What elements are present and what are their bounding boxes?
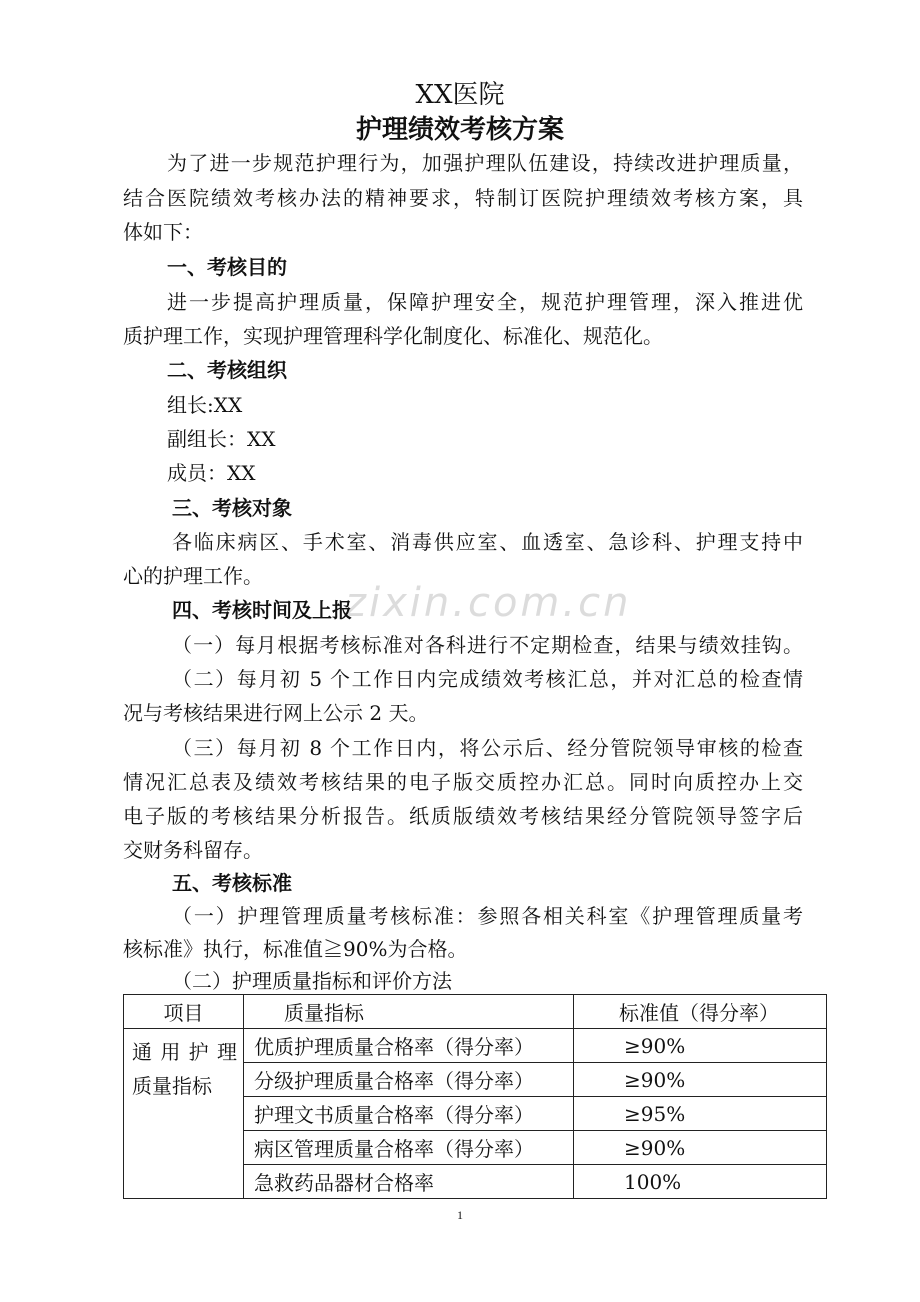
table-group-label-line-2: 质量指标 <box>132 1074 212 1098</box>
section-4-item-2-line-1: （二）每月初 5 个工作日内完成绩效考核汇总，并对汇总的检查情 <box>172 667 803 691</box>
table-header-item: 项目 <box>124 995 244 1029</box>
section-3-heading: 三、考核对象 <box>172 496 292 520</box>
intro-line-2: 结合医院绩效考核办法的精神要求，特制订医院护理绩效考核方案，具 <box>123 186 803 210</box>
watermark: zixin.com.cn <box>345 580 632 626</box>
quality-indicator-table <box>123 994 827 1199</box>
section-1-line-1: 进一步提高护理质量，保障护理安全，规范护理管理，深入推进优 <box>167 290 803 314</box>
section-5-item-1-line-2: 核标准》执行，标准值≧90%为合格。 <box>123 937 468 961</box>
hospital-title: XX医院 <box>415 80 505 110</box>
org-vice-leader: 副组长：XX <box>167 427 276 451</box>
section-4-item-3-line-1: （三）每月初 8 个工作日内，将公示后、经分管院领导审核的检查 <box>172 736 803 760</box>
table-cell-value: ≥90% <box>574 1063 827 1097</box>
section-4-item-1: （一）每月根据考核标准对各科进行不定期检查，结果与绩效挂钩。 <box>172 633 803 657</box>
table-group-label <box>124 1029 244 1199</box>
section-1-line-2: 质护理工作，实现护理管理科学化制度化、标准化、规范化。 <box>123 324 663 348</box>
table-cell-indicator: 优质护理质量合格率（得分率） <box>244 1029 574 1063</box>
page-number: 1 <box>457 1208 463 1222</box>
section-2-heading: 二、考核组织 <box>167 358 287 382</box>
org-members: 成员：XX <box>167 461 256 485</box>
table-cell-value: ≥90% <box>574 1029 827 1063</box>
section-4-item-3-line-3: 电子版的考核结果分析报告。纸质版绩效考核结果经分管院领导签字后 <box>123 804 803 828</box>
table-cell-indicator: 分级护理质量合格率（得分率） <box>244 1063 574 1097</box>
section-5-item-1-line-1: （一）护理管理质量考核标准：参照各相关科室《护理管理质量考 <box>172 904 803 928</box>
table-row <box>124 1029 827 1063</box>
table-cell-indicator: 护理文书质量合格率（得分率） <box>244 1097 574 1131</box>
intro-line-3: 体如下： <box>123 220 203 244</box>
section-3-line-2: 心的护理工作。 <box>123 564 263 588</box>
section-3-line-1: 各临床病区、手术室、消毒供应室、血透室、急诊科、护理支持中 <box>172 530 803 554</box>
table-group-label-line-1: 通用护理 <box>132 1040 237 1064</box>
table-cell-value: ≥95% <box>574 1097 827 1131</box>
table-cell-value: ≥90% <box>574 1131 827 1165</box>
section-5-heading: 五、考核标准 <box>172 871 292 895</box>
table-header-row <box>124 995 827 1029</box>
section-4-item-3-line-4: 交财务科留存。 <box>123 838 263 862</box>
section-5-item-2: （二）护理质量指标和评价方法 <box>172 969 452 993</box>
table-cell-indicator: 急救药品器材合格率 <box>244 1165 574 1199</box>
document-title: 护理绩效考核方案 <box>355 115 564 145</box>
section-4-heading: 四、考核时间及上报 <box>172 598 352 622</box>
table-cell-value: 100% <box>574 1165 827 1199</box>
intro-line-1: 为了进一步规范护理行为，加强护理队伍建设，持续改进护理质量， <box>167 151 803 175</box>
table-header-indicator: 质量指标 <box>244 995 574 1029</box>
section-4-item-2-line-2: 况与考核结果进行网上公示 2 天。 <box>123 701 429 725</box>
section-1-heading: 一、考核目的 <box>167 255 287 279</box>
org-leader: 组长:XX <box>167 393 243 417</box>
section-4-item-3-line-2: 情况汇总表及绩效考核结果的电子版交质控办汇总。同时向质控办上交 <box>123 770 803 794</box>
table-cell-indicator: 病区管理质量合格率（得分率） <box>244 1131 574 1165</box>
table-header-standard: 标准值（得分率） <box>574 995 827 1029</box>
